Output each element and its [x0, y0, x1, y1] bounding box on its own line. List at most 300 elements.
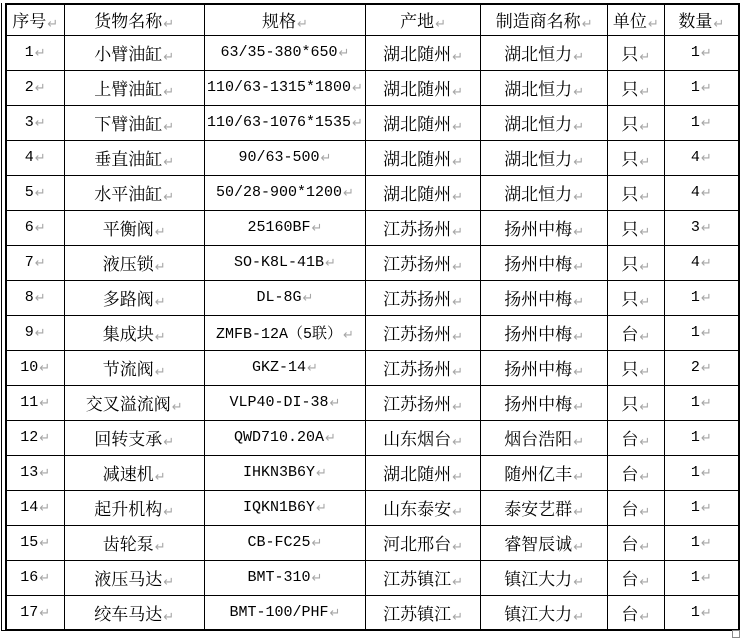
paragraph-mark-icon: ↵ [34, 81, 46, 96]
table-row [6, 210, 739, 245]
table-cell[interactable] [64, 140, 204, 175]
paragraph-mark-icon: ↵ [34, 326, 46, 341]
cell-text: 1 [690, 394, 700, 411]
paragraph-mark-icon: ↵ [639, 260, 651, 275]
paragraph-mark-icon: ↵ [573, 575, 585, 590]
cell-text: 15 [20, 534, 39, 551]
table-cell[interactable] [365, 525, 480, 560]
cell-text: 江苏扬州 [383, 395, 452, 414]
table-cell[interactable] [365, 455, 480, 490]
cell-text: 台 [621, 535, 639, 554]
table-cell[interactable] [481, 245, 608, 280]
paragraph-mark-icon: ↵ [452, 190, 464, 205]
paragraph-mark-icon: ↵ [700, 501, 712, 516]
table-row [6, 175, 739, 210]
paragraph-mark-icon: ↵ [573, 295, 585, 310]
table-cell[interactable] [204, 140, 365, 175]
table-cell[interactable] [481, 175, 608, 210]
header-cell-name[interactable] [64, 4, 204, 35]
cell-text: 水平油缸 [94, 185, 163, 204]
cell-text: 110/63-1315*1800 [206, 79, 351, 96]
table-row [6, 140, 739, 175]
paragraph-mark-icon: ↵ [573, 400, 585, 415]
paragraph-mark-icon: ↵ [581, 17, 593, 33]
table-cell[interactable] [664, 560, 739, 595]
paragraph-mark-icon: ↵ [700, 396, 712, 411]
cell-text: 16 [20, 569, 39, 586]
paragraph-mark-icon: ↵ [154, 295, 166, 310]
cell-text: 扬州中梅 [504, 360, 573, 379]
cell-text: 12 [20, 429, 39, 446]
paragraph-mark-icon: ↵ [311, 536, 323, 551]
cell-text: 湖北随州 [383, 80, 452, 99]
table-cell[interactable] [6, 385, 64, 420]
cell-text: 1 [690, 429, 700, 446]
table-cell[interactable] [204, 385, 365, 420]
cell-text: 湖北恒力 [504, 150, 573, 169]
paragraph-mark-icon: ↵ [700, 605, 712, 621]
table-cell[interactable] [607, 455, 664, 490]
paragraph-mark-icon: ↵ [639, 470, 651, 485]
table-cell[interactable] [204, 175, 365, 210]
paragraph-mark-icon: ↵ [700, 46, 712, 61]
paragraph-mark-icon: ↵ [324, 256, 336, 271]
paragraph-mark-icon: ↵ [163, 190, 175, 205]
table-cell[interactable] [365, 595, 480, 630]
paragraph-mark-icon: ↵ [573, 120, 585, 135]
table-cell[interactable] [64, 280, 204, 315]
table-cell[interactable] [365, 350, 480, 385]
paragraph-mark-icon: ↵ [639, 505, 651, 520]
cell-text: 液压锁 [102, 255, 154, 274]
cell-text: 江苏扬州 [383, 360, 452, 379]
paragraph-mark-icon: ↵ [435, 17, 447, 33]
table-cell[interactable] [607, 175, 664, 210]
table-row [6, 525, 739, 560]
table-cell[interactable] [664, 595, 739, 630]
paragraph-mark-icon: ↵ [163, 155, 175, 170]
cell-text: 江苏镇江 [383, 570, 452, 589]
cell-text: 湖北恒力 [504, 185, 573, 204]
cell-text: BMT-100/PHF [229, 603, 329, 621]
table-cell[interactable] [204, 350, 365, 385]
cell-text: 台 [621, 325, 639, 344]
paragraph-mark-icon: ↵ [573, 435, 585, 450]
paragraph-mark-icon: ↵ [639, 330, 651, 345]
paragraph-mark-icon: ↵ [700, 326, 712, 341]
table-cell[interactable] [6, 350, 64, 385]
cell-text: 台 [621, 500, 639, 519]
paragraph-mark-icon: ↵ [700, 151, 712, 166]
cell-text: 1 [690, 79, 700, 96]
table-cell[interactable] [481, 525, 608, 560]
table-cell[interactable] [607, 105, 664, 140]
table-cell[interactable] [365, 490, 480, 525]
paragraph-mark-icon: ↵ [163, 435, 175, 450]
paragraph-mark-icon: ↵ [163, 50, 175, 65]
table-cell[interactable] [664, 455, 739, 490]
table-cell[interactable] [607, 280, 664, 315]
cell-text: 只 [621, 150, 639, 169]
cell-text: 只 [621, 80, 639, 99]
table-cell[interactable] [481, 140, 608, 175]
table-row [6, 490, 739, 525]
table-cell[interactable] [365, 245, 480, 280]
cell-text: 10 [20, 359, 39, 376]
paragraph-mark-icon: ↵ [639, 50, 651, 65]
cell-text: 江苏扬州 [383, 255, 452, 274]
paragraph-mark-icon: ↵ [573, 609, 585, 625]
table-cell[interactable] [664, 420, 739, 455]
cell-text: 湖北恒力 [504, 45, 573, 64]
paragraph-mark-icon: ↵ [700, 221, 712, 236]
header-cell-qty[interactable] [664, 4, 739, 35]
table-cell[interactable] [365, 420, 480, 455]
paragraph-mark-icon: ↵ [573, 330, 585, 345]
table-row [6, 70, 739, 105]
table-cell[interactable] [664, 490, 739, 525]
table-cell[interactable] [204, 595, 365, 630]
table-cell[interactable] [664, 105, 739, 140]
header-row [6, 4, 739, 35]
paragraph-mark-icon: ↵ [573, 470, 585, 485]
paragraph-mark-icon: ↵ [163, 505, 175, 520]
table-resize-handle[interactable] [732, 630, 740, 638]
table-cell[interactable] [6, 70, 64, 105]
table-cell[interactable] [204, 490, 365, 525]
table-row [6, 105, 739, 140]
table-cell[interactable] [64, 490, 204, 525]
table-cell[interactable] [365, 210, 480, 245]
paragraph-mark-icon: ↵ [39, 571, 51, 586]
paragraph-mark-icon: ↵ [324, 431, 336, 446]
paragraph-mark-icon: ↵ [306, 361, 318, 376]
table-cell[interactable] [204, 420, 365, 455]
table-cell[interactable] [607, 35, 664, 70]
table-cell[interactable] [607, 420, 664, 455]
table-cell[interactable] [664, 70, 739, 105]
table-cell[interactable] [365, 385, 480, 420]
table-cell[interactable] [365, 280, 480, 315]
cell-text: 交叉溢流阀 [85, 395, 171, 414]
table-cell[interactable] [6, 175, 64, 210]
paragraph-mark-icon: ↵ [700, 466, 712, 481]
table-cell[interactable] [6, 140, 64, 175]
table-cell[interactable] [607, 525, 664, 560]
cell-text: 7 [24, 254, 34, 271]
cell-text: 扬州中梅 [504, 290, 573, 309]
table-cell[interactable] [64, 245, 204, 280]
cell-text: 8 [24, 289, 34, 306]
header-label: 单位 [612, 12, 647, 32]
cell-text: SO-K8L-41B [233, 254, 324, 271]
paragraph-mark-icon: ↵ [452, 400, 464, 415]
table-cell[interactable] [607, 315, 664, 350]
table-cell[interactable] [64, 560, 204, 595]
table-cell[interactable] [607, 210, 664, 245]
paragraph-mark-icon: ↵ [452, 505, 464, 520]
table-cell[interactable] [6, 455, 64, 490]
paragraph-mark-icon: ↵ [573, 225, 585, 240]
paragraph-mark-icon: ↵ [452, 609, 464, 625]
paragraph-mark-icon: ↵ [296, 17, 308, 33]
table-cell[interactable] [365, 175, 480, 210]
paragraph-mark-icon: ↵ [302, 291, 314, 306]
paragraph-mark-icon: ↵ [452, 225, 464, 240]
table-cell[interactable] [664, 385, 739, 420]
table-cell[interactable] [6, 210, 64, 245]
cell-text: 下臂油缸 [94, 115, 163, 134]
cell-text: 镇江大力 [504, 570, 573, 589]
paragraph-mark-icon: ↵ [452, 260, 464, 275]
cell-text: 17 [20, 603, 39, 621]
header-cell-origin[interactable] [365, 4, 480, 35]
paragraph-mark-icon: ↵ [163, 17, 175, 33]
cell-text: 江苏扬州 [383, 325, 452, 344]
table-cell[interactable] [6, 560, 64, 595]
table-cell[interactable] [64, 315, 204, 350]
table-cell[interactable] [6, 420, 64, 455]
cell-text: 多路阀 [102, 290, 154, 309]
table-cell[interactable] [664, 280, 739, 315]
header-cell-unit[interactable] [607, 4, 664, 35]
table-cell[interactable] [481, 70, 608, 105]
paragraph-mark-icon: ↵ [639, 400, 651, 415]
paragraph-mark-icon: ↵ [639, 190, 651, 205]
cell-text: GKZ-14 [251, 359, 306, 376]
cell-text: 1 [690, 289, 700, 306]
table-cell[interactable] [365, 560, 480, 595]
table-cell[interactable] [607, 560, 664, 595]
table-cell[interactable] [664, 525, 739, 560]
table-cell[interactable] [64, 105, 204, 140]
table-cell[interactable] [6, 280, 64, 315]
cell-text: 90/63-500 [238, 149, 320, 166]
header-cell-index[interactable] [6, 4, 64, 35]
cell-text: 2 [690, 359, 700, 376]
cell-text: BMT-310 [247, 569, 311, 586]
cell-text: 湖北随州 [383, 185, 452, 204]
table-cell[interactable] [204, 245, 365, 280]
paragraph-mark-icon: ↵ [34, 186, 46, 201]
paragraph-mark-icon: ↵ [700, 536, 712, 551]
paragraph-mark-icon: ↵ [338, 46, 350, 61]
header-label: 制造商名称 [495, 12, 581, 32]
header-label: 数量 [678, 12, 713, 32]
cell-text: 只 [621, 290, 639, 309]
table-cell[interactable] [481, 455, 608, 490]
cell-text: 3 [24, 114, 34, 131]
table-cell[interactable] [481, 420, 608, 455]
table-cell[interactable] [204, 525, 365, 560]
table-cell[interactable] [204, 455, 365, 490]
table-cell[interactable] [607, 350, 664, 385]
paragraph-mark-icon: ↵ [163, 609, 175, 625]
paragraph-mark-icon: ↵ [452, 50, 464, 65]
paragraph-mark-icon: ↵ [39, 536, 51, 551]
table-cell[interactable] [481, 490, 608, 525]
table-cell[interactable] [481, 105, 608, 140]
paragraph-mark-icon: ↵ [713, 17, 725, 33]
cell-text: 1 [690, 44, 700, 61]
paragraph-mark-icon: ↵ [573, 505, 585, 520]
header-cell-manufacturer[interactable] [481, 4, 608, 35]
paragraph-mark-icon: ↵ [452, 85, 464, 100]
cell-text: 3 [690, 219, 700, 236]
table-cell[interactable] [64, 525, 204, 560]
table-row [6, 315, 739, 350]
cell-text: 扬州中梅 [504, 255, 573, 274]
header-cell-spec[interactable] [204, 4, 365, 35]
table-cell[interactable] [664, 350, 739, 385]
table-cell[interactable] [64, 210, 204, 245]
table-cell[interactable] [64, 385, 204, 420]
table-cell[interactable] [365, 140, 480, 175]
paragraph-mark-icon: ↵ [639, 435, 651, 450]
table-row [6, 385, 739, 420]
table-cell[interactable] [664, 210, 739, 245]
table-cell[interactable] [204, 560, 365, 595]
cell-text: 14 [20, 499, 39, 516]
paragraph-mark-icon: ↵ [34, 256, 46, 271]
paragraph-mark-icon: ↵ [700, 571, 712, 586]
cell-text: 湖北随州 [383, 465, 452, 484]
table-cell[interactable] [64, 70, 204, 105]
table-cell[interactable] [64, 455, 204, 490]
table-cell[interactable] [664, 245, 739, 280]
cell-text: QWD710.20A [233, 429, 324, 446]
table-cell[interactable] [64, 175, 204, 210]
table-cell[interactable] [64, 350, 204, 385]
table-cell[interactable] [204, 35, 365, 70]
table-cell[interactable] [6, 315, 64, 350]
paragraph-mark-icon: ↵ [315, 501, 327, 516]
cell-text: 江苏扬州 [383, 220, 452, 239]
paragraph-mark-icon: ↵ [39, 466, 51, 481]
table-cell[interactable] [64, 35, 204, 70]
paragraph-mark-icon: ↵ [39, 431, 51, 446]
paragraph-mark-icon: ↵ [154, 330, 166, 345]
table-cell[interactable] [365, 35, 480, 70]
paragraph-mark-icon: ↵ [700, 256, 712, 271]
paragraph-mark-icon: ↵ [154, 470, 166, 485]
cell-text: 4 [690, 254, 700, 271]
table-cell[interactable] [607, 385, 664, 420]
cell-text: 湖北恒力 [504, 115, 573, 134]
cell-text: DL-8G [256, 289, 302, 306]
table-cell[interactable] [607, 595, 664, 630]
paragraph-mark-icon: ↵ [639, 609, 651, 625]
paragraph-mark-icon: ↵ [452, 120, 464, 135]
cell-text: 湖北恒力 [504, 80, 573, 99]
outer-border-left [1, 3, 2, 631]
table-cell[interactable] [64, 595, 204, 630]
table-cell[interactable] [6, 105, 64, 140]
paragraph-mark-icon: ↵ [47, 17, 59, 33]
table-body [6, 35, 739, 630]
paragraph-mark-icon: ↵ [452, 295, 464, 310]
table-cell[interactable] [204, 315, 365, 350]
cell-text: 烟台浩阳 [504, 430, 573, 449]
cell-text: 1 [24, 44, 34, 61]
table-row [6, 560, 739, 595]
table-cell[interactable] [204, 70, 365, 105]
table-cell[interactable] [204, 280, 365, 315]
paragraph-mark-icon: ↵ [154, 225, 166, 240]
cell-text: 只 [621, 220, 639, 239]
table-cell[interactable] [204, 210, 365, 245]
table-cell[interactable] [6, 525, 64, 560]
table-row [6, 350, 739, 385]
paragraph-mark-icon: ↵ [639, 225, 651, 240]
paragraph-mark-icon: ↵ [171, 400, 183, 415]
cell-text: CB-FC25 [247, 534, 311, 551]
cell-text: 110/63-1076*1535 [206, 114, 351, 131]
table-cell[interactable] [6, 595, 64, 630]
cell-text: 山东泰安 [383, 500, 452, 519]
table-cell[interactable] [607, 490, 664, 525]
cell-text: 台 [621, 465, 639, 484]
table-cell[interactable] [664, 175, 739, 210]
paragraph-mark-icon: ↵ [452, 435, 464, 450]
paragraph-mark-icon: ↵ [700, 81, 712, 96]
table-cell[interactable] [64, 420, 204, 455]
table-cell[interactable] [481, 210, 608, 245]
paragraph-mark-icon: ↵ [573, 365, 585, 380]
cell-text: 湖北随州 [383, 45, 452, 64]
paragraph-mark-icon: ↵ [351, 116, 363, 131]
table-cell[interactable] [481, 595, 608, 630]
table-cell[interactable] [607, 140, 664, 175]
table-cell[interactable] [6, 245, 64, 280]
table-cell[interactable] [6, 35, 64, 70]
paragraph-mark-icon: ↵ [342, 186, 354, 201]
cell-text: 只 [621, 115, 639, 134]
table-cell[interactable] [481, 315, 608, 350]
cell-text: IQKN1B6Y [242, 499, 315, 516]
paragraph-mark-icon: ↵ [700, 116, 712, 131]
paragraph-mark-icon: ↵ [34, 221, 46, 236]
cell-text: 1 [690, 324, 700, 341]
table-cell[interactable] [664, 35, 739, 70]
table-cell[interactable] [607, 70, 664, 105]
paragraph-mark-icon: ↵ [329, 396, 341, 411]
cell-text: IHKN3B6Y [242, 464, 315, 481]
table-cell[interactable] [481, 560, 608, 595]
table-cell[interactable] [607, 245, 664, 280]
cell-text: 山东烟台 [383, 430, 452, 449]
cell-text: 减速机 [102, 465, 154, 484]
paragraph-mark-icon: ↵ [452, 365, 464, 380]
paragraph-mark-icon: ↵ [452, 470, 464, 485]
header-label: 产地 [400, 12, 435, 32]
paragraph-mark-icon: ↵ [311, 571, 323, 586]
table-cell[interactable] [204, 105, 365, 140]
cell-text: 1 [690, 499, 700, 516]
table-cell[interactable] [365, 105, 480, 140]
table-cell[interactable] [6, 490, 64, 525]
table-cell[interactable] [481, 385, 608, 420]
table-cell[interactable] [481, 350, 608, 385]
table-cell[interactable] [481, 35, 608, 70]
paragraph-mark-icon: ↵ [351, 81, 363, 96]
table-cell[interactable] [664, 140, 739, 175]
table-cell[interactable] [365, 70, 480, 105]
paragraph-mark-icon: ↵ [573, 190, 585, 205]
table-cell[interactable] [481, 280, 608, 315]
table-cell[interactable] [664, 315, 739, 350]
table-cell[interactable] [365, 315, 480, 350]
